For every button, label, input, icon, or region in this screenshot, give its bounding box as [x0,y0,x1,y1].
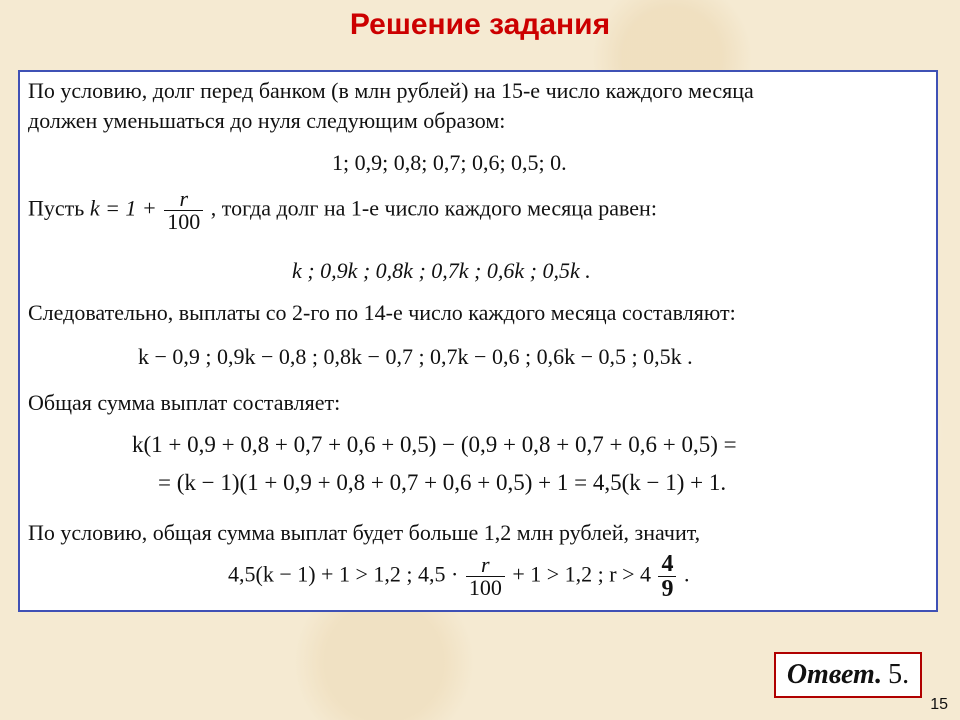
page-number: 15 [930,696,948,713]
paragraph-conclusion: По условию, общая сумма выплат будет больше 1,2 млн рублей, значит, [28,520,701,545]
debt-sequence: 1; 0,9; 0,8; 0,7; 0,6; 0,5; 0. [332,150,567,175]
slide-title: Решение задания [349,8,611,41]
solution-panel [18,70,938,612]
r-over-100-fraction-2 [466,554,505,599]
four-ninths-fraction [658,552,676,601]
answer-box [774,652,922,698]
fraction-denominator: 100 [167,209,201,234]
paragraph-condition-line2: должен уменьшаться до нуля следующим образом: [28,108,506,133]
total-sum-line1: k(1 + 0,9 + 0,8 + 0,7 + 0,6 + 0,5) − (0,9 + 0,8 + 0,7 + 0,6 + 0,5) = [132,432,737,457]
fraction-denominator: 9 [661,576,674,602]
k-definition: k = 1 + [89,195,157,221]
paragraph-total-sum: Общая сумма выплат составляет: [28,390,341,415]
r-over-100-fraction [164,188,203,233]
debt-k-sequence: k ; 0,9k ; 0,8k ; 0,7k ; 0,6k ; 0,5k . [292,258,591,283]
let-word: Пусть [28,195,85,221]
inequality-chain [228,552,689,601]
inequality-part1: 4,5(k − 1) + 1 > 1,2 ; 4,5 · [228,561,459,587]
inequality-end: . [683,561,690,587]
paragraph-let-k [28,188,657,233]
fraction-denominator: 100 [468,575,502,600]
paragraph-condition-line1: По условию, долг перед банком (в млн рублей) на 15-е число каждого месяца [28,78,754,103]
fraction-numerator: r [466,554,505,577]
fraction-numerator: r [164,188,203,211]
total-sum-line2: = (k − 1)(1 + 0,9 + 0,8 + 0,7 + 0,6 + 0,5) + 1 = 4,5(k − 1) + 1. [158,470,727,495]
answer-label: Ответ. [786,659,883,690]
paragraph-payments: Следовательно, выплаты со 2-го по 14-е число каждого месяца составляют: [28,300,736,325]
fraction-numerator: 4 [658,552,676,577]
payments-sequence: k − 0,9 ; 0,9k − 0,8 ; 0,8k − 0,7 ; 0,7k − 0,6 ; 0,6k − 0,5 ; 0,5k . [138,344,693,369]
let-k-continuation: , тогда долг на 1-е число каждого месяца равен: [210,195,657,221]
answer-value: 5. [888,659,910,690]
inequality-part2: + 1 > 1,2 ; r > 4 [512,561,651,587]
